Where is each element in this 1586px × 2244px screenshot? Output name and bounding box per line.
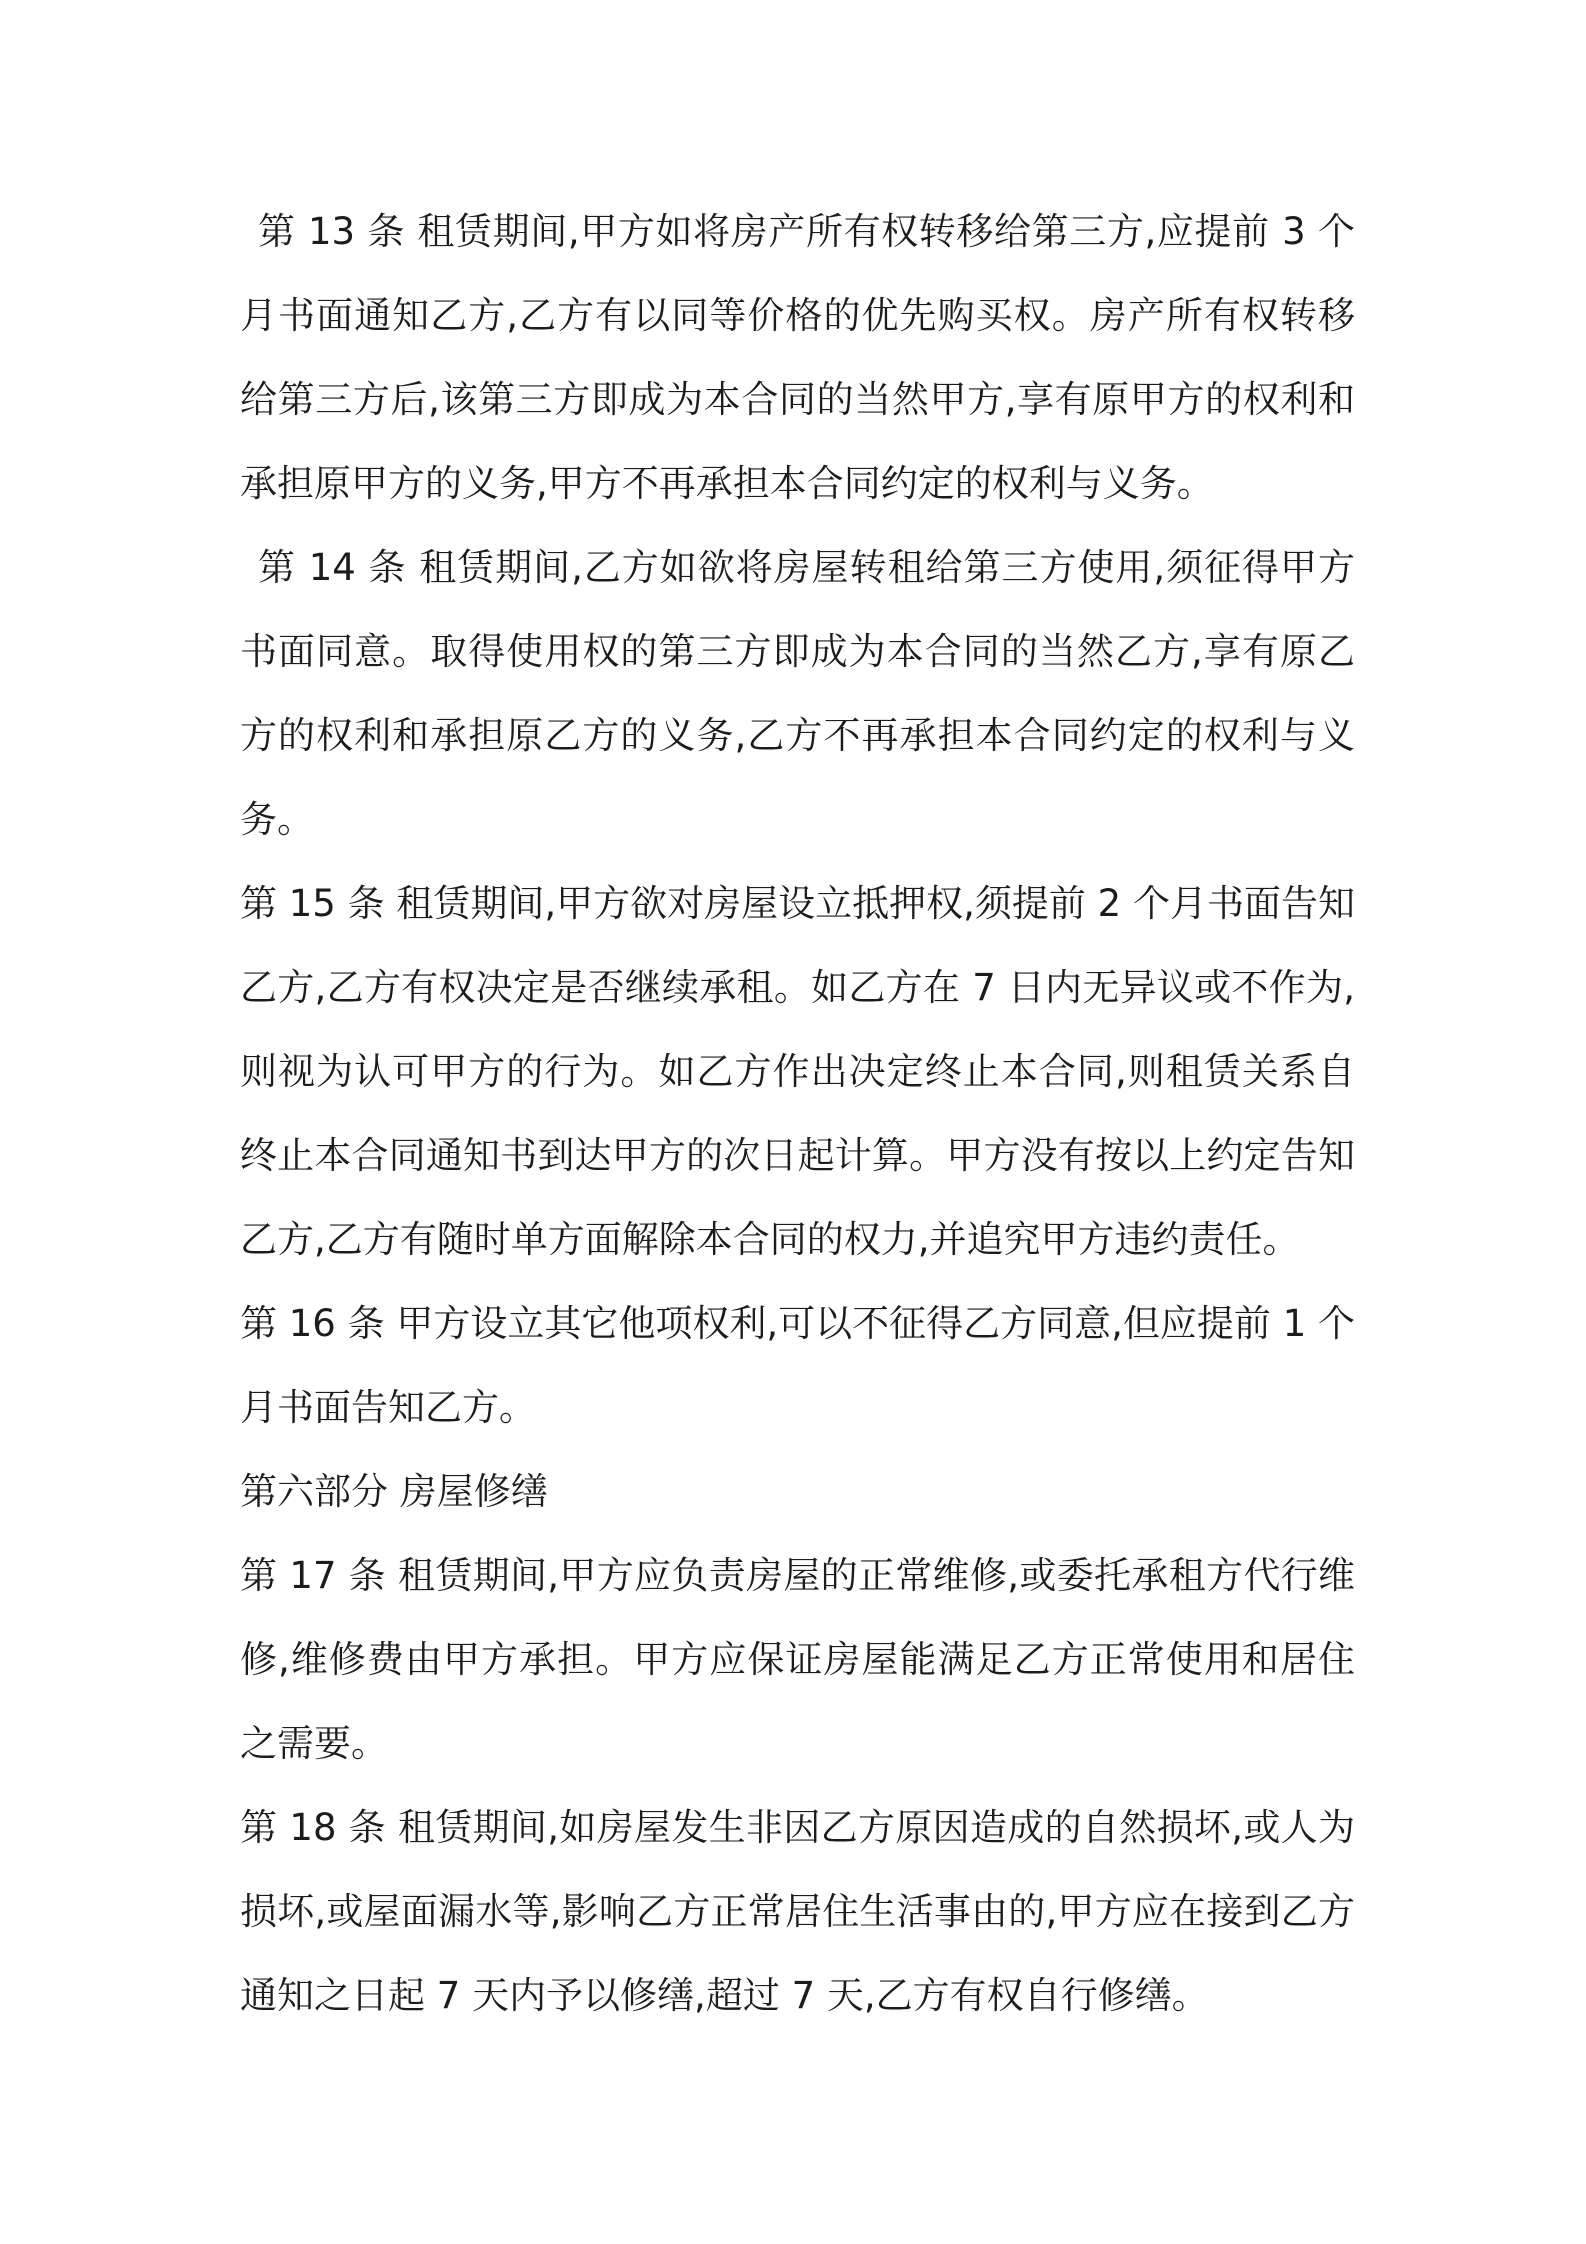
article-18: 第 18 条 租赁期间,如房屋发生非因乙方原因造成的自然损坏,或人为损坏,或屋面漏水等,影响乙方正常居住生活事由的,甲方应在接到乙方通知之日起 7 天内予以修缮,超过 7 天,乙方有权自行修缮。 bbox=[240, 1806, 1355, 2017]
article-17: 第 17 条 租赁期间,甲方应负责房屋的正常维修,或委托承租方代行维修,维修费由甲方承担。甲方应保证房屋能满足乙方正常使用和居住之需要。 bbox=[240, 1554, 1355, 1765]
article-15: 第 15 条 租赁期间,甲方欲对房屋设立抵押权,须提前 2 个月书面告知乙方,乙方有权决定是否继续承租。如乙方在 7 日内无异议或不作为,则视为认可甲方的行为。如乙方作出决定终止本合同,则租赁关系自终止本合同通知书到达甲方的次日起计算。甲方没有按以上约定告知乙方,乙方有随时单方面解除本合同的权力,并追究甲方违约责任。 bbox=[240, 882, 1355, 1261]
section-heading-part-6: 第六部分 房屋修缮 bbox=[240, 1470, 548, 1513]
article-16: 第 16 条 甲方设立其它他项权利,可以不征得乙方同意,但应提前 1 个月书面告知乙方。 bbox=[240, 1302, 1355, 1429]
article-13: 第 13 条 租赁期间,甲方如将房产所有权转移给第三方,应提前 3 个月书面通知乙方,乙方有以同等价格的优先购买权。房产所有权转移给第三方后,该第三方即成为本合同的当然甲方,享有原甲方的权利和承担原甲方的义务,甲方不再承担本合同约定的权利与义务。 bbox=[240, 210, 1355, 505]
article-14: 第 14 条 租赁期间,乙方如欲将房屋转租给第三方使用,须征得甲方书面同意。取得使用权的第三方即成为本合同的当然乙方,享有原乙方的权利和承担原乙方的义务,乙方不再承担本合同约定的权利与义务。 bbox=[240, 546, 1355, 841]
document-body bbox=[240, 190, 1355, 2038]
